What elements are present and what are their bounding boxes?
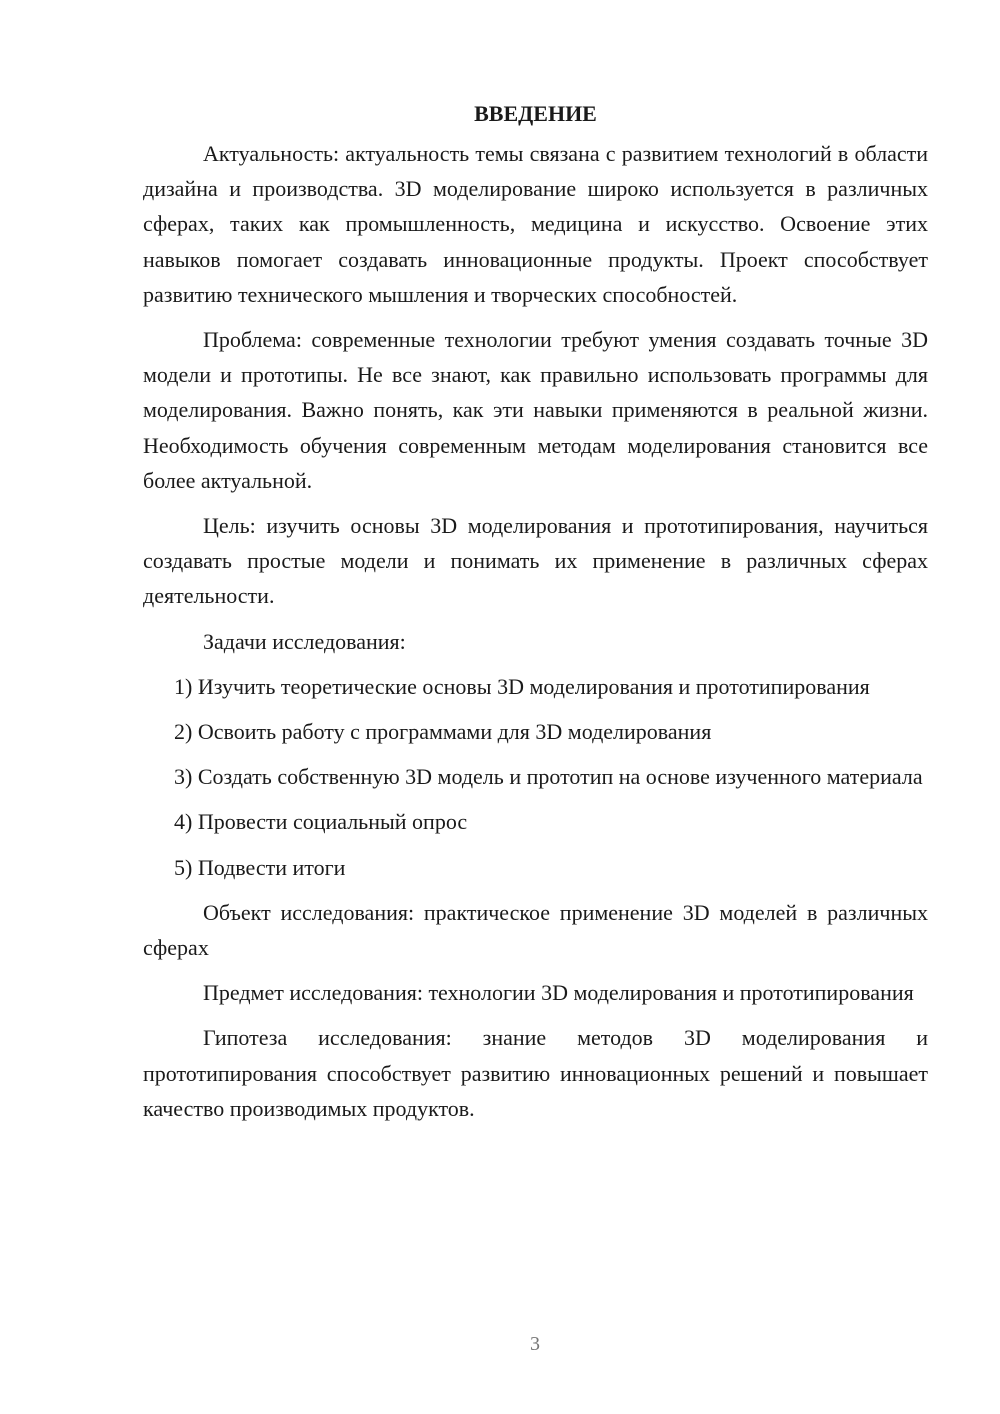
tasks-heading: Задачи исследования: (203, 628, 406, 654)
subject-paragraph: Предмет исследования: технологии 3D моделирования и прототипирования (203, 980, 914, 1006)
task-item: 1) Изучить теоретические основы 3D моделирования и прототипирования (174, 673, 870, 699)
task-item: 2) Освоить работу с программами для 3D моделирования (174, 719, 712, 745)
task-item: 4) Провести социальный опрос (174, 809, 468, 835)
page-number: 3 (530, 1333, 540, 1355)
relevance-paragraph: Актуальность: актуальность темы связана с развитием технологий в области дизайна и производства. 3D моделирование широко используется в различных сферах, таких как промышленность, медицина и искусство. Освоение этих навыков помогает создавать инновационные продукты. Проект способствует развитию технического мышления и творческих способностей. (143, 141, 928, 307)
problem-paragraph: Проблема: современные технологии требуют умения создавать точные 3D модели и прототипы. Не все знают, как правильно использовать программы для моделирования. Важно понять, как эти навыки применяются в реальной жизни. Необходимость обучения современным методам моделирования становится все более актуальной. (143, 327, 928, 493)
page-title: ВВЕДЕНИЕ (474, 101, 597, 126)
page-content (143, 96, 928, 1136)
task-item: 3) Создать собственную 3D модель и прототип на основе изученного материала (174, 764, 923, 790)
object-paragraph: Объект исследования: практическое применение 3D моделей в различных сферах (143, 899, 928, 961)
goal-paragraph: Цель: изучить основы 3D моделирования и прототипирования, научиться создавать простые модели и понимать их применение в различных сферах деятельности. (143, 513, 928, 609)
task-item: 5) Подвести итоги (174, 854, 346, 880)
hypothesis-paragraph: Гипотеза исследования: знание методов 3D моделирования и прототипирования способствует развитию инновационных решений и повышает качество производимых продуктов. (143, 1025, 928, 1121)
